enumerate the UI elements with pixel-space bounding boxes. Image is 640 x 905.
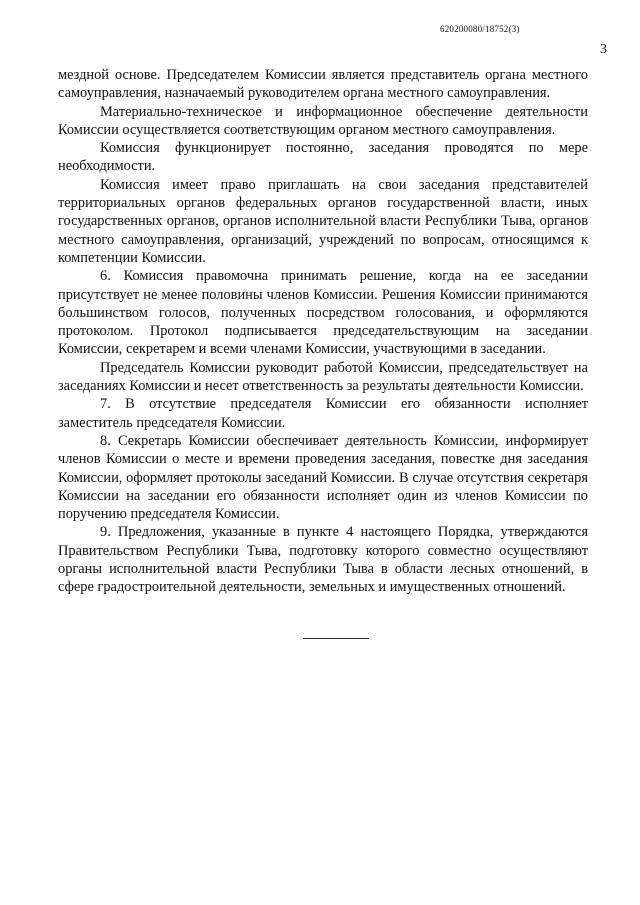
end-of-document-rule	[303, 638, 369, 639]
paragraph-invitations: Комиссия имеет право приглашать на свои заседания представителей территориальных органов федеральных органов государственной власти, иных государственных органов, органов исполнительной власти Республики Тыва, органов местного самоуправления, организаций, учреждений по вопросам, относящимся к компетенции Комиссии.	[58, 176, 588, 266]
paragraph-item-7: 7. В отсутствие председателя Комиссии его обязанности исполняет заместитель председателя Комиссии.	[58, 396, 588, 431]
paragraph-item-6: 6. Комиссия правомочна принимать решение, когда на ее заседании присутствует не менее половины членов Комиссии. Решения Комиссии принимаются большинством голосов, полученных посредством голосования, и оформляются протоколом. Протокол подписывается председательствующим на заседании Комиссии, секретарем и всеми членами Комиссии, участвующими в заседании.	[58, 268, 588, 358]
document-body	[58, 66, 588, 597]
paragraph-item-9: 9. Предложения, указанные в пункте 4 настоящего Порядка, утверждаются Правительством Республики Тыва, подготовку которого совместно осуществляют органы исполнительной власти Республики Тыва в области лесных отношений, в сфере градостроительной деятельности, земельных и имущественных отношений.	[58, 524, 588, 596]
paragraph-item-8: 8. Секретарь Комиссии обеспечивает деятельность Комиссии, информирует членов Комиссии о месте и времени проведения заседания, повестке дня заседания Комиссии, оформляет протоколы заседаний Комиссии. В случае отсутствия секретаря Комиссии на заседании его обязанности исполняет один из членов Комиссии по поручению председателя Комиссии.	[58, 432, 588, 523]
paragraph-chairman-duties: Председатель Комиссии руководит работой Комиссии, председательствует на заседаниях Комиссии и несет ответственность за результаты деятельности Комиссии.	[58, 359, 588, 395]
document-code: 620200080/18752(3)	[440, 24, 520, 34]
paragraph-continuation: мездной основе. Председателем Комиссии является представитель органа местного самоуправления, назначаемый руководителем органа местного самоуправления.	[58, 67, 588, 102]
paragraph-material-support: Материально-техническое и информационное обеспечение деятельности Комиссии осуществляется соответствующим органом местного самоуправления.	[58, 103, 588, 138]
page-number: 3	[600, 42, 607, 57]
paragraph-permanent-operation: Комиссия функционирует постоянно, заседания проводятся по мере необходимости.	[58, 140, 588, 175]
